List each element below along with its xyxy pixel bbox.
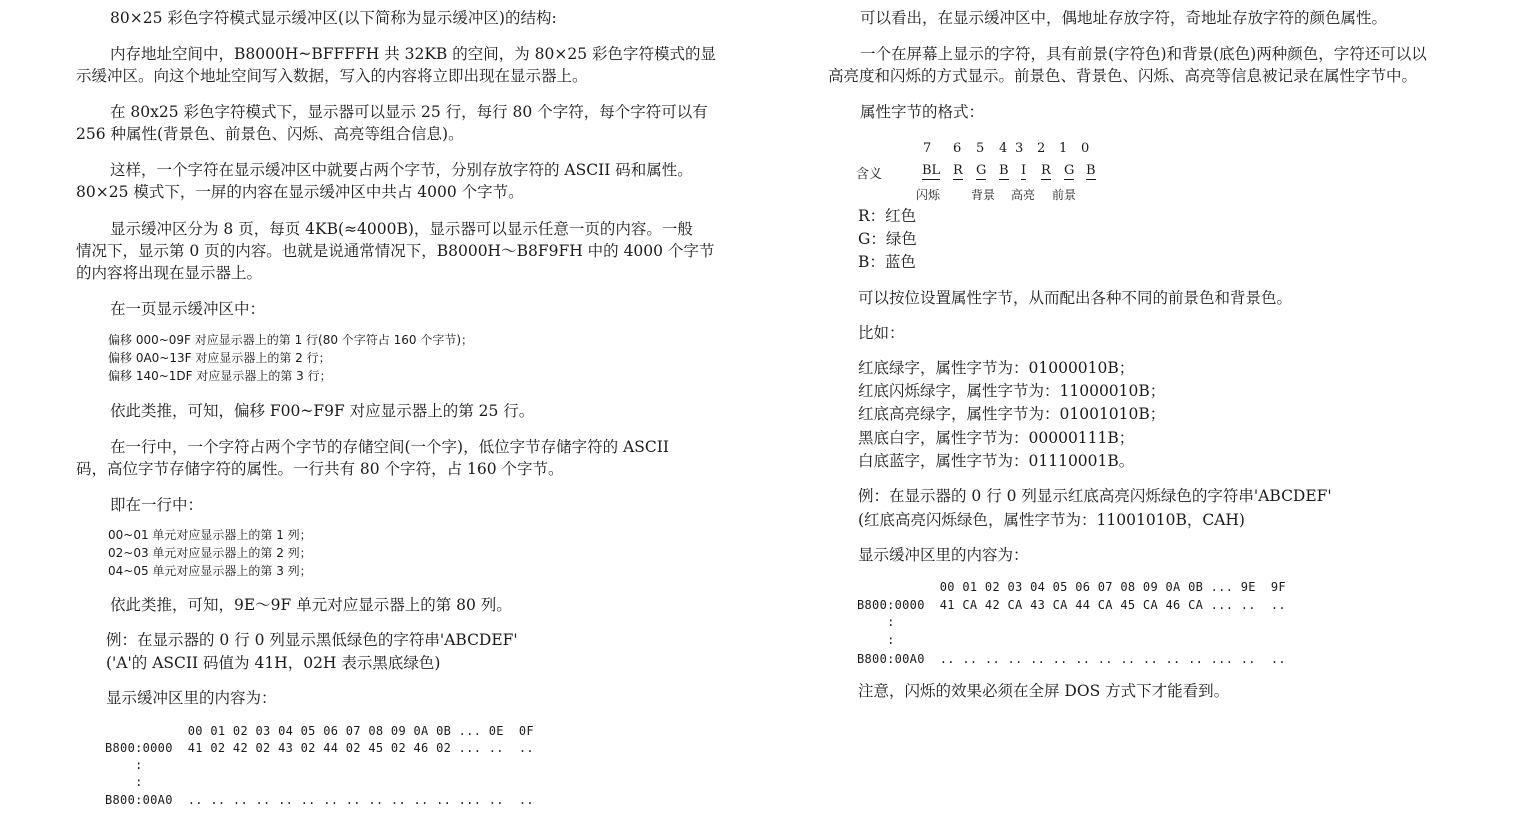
paragraph-line: 的内容将出现在显示器上。 [76,264,263,282]
color-line: B：蓝色 [858,253,916,271]
attribute-byte-diagram [828,141,1228,211]
paragraph-line: 在 80x25 彩色字符模式下，显示器可以显示 25 行，每行 80 个字符，每个字符可以有 [110,103,708,121]
example-line: 例：在显示器的 0 行 0 列显示黑低绿色的字符串'ABCDEF' [106,631,518,649]
paragraph-line: 内存地址空间中，B8000H~BFFFFH 共 32KB 的空间，为 80×25 彩色字符模式的显 [110,45,717,63]
example-line: (红底高亮闪烁绿色，属性字节为：11001010B，CAH) [858,511,1245,529]
bit-name: R [1041,163,1051,178]
example-line: 例：在显示器的 0 行 0 列显示红底高亮闪烁绿色的字符串'ABCDEF' [858,487,1332,505]
color-line: R：红色 [858,207,917,225]
paragraph-line: 显示缓冲区里的内容为： [106,689,277,707]
dump-line: 00 01 02 03 04 05 06 07 08 09 0A 0B ... 9E 9F [857,580,1286,594]
dump-line: : [105,775,143,789]
section-title: 80×25 彩色字符模式显示缓冲区(以下简称为显示缓冲区)的结构: [110,9,557,27]
paragraph-line: 依此类推，可知，9E～9F 单元对应显示器上的第 80 列。 [110,596,512,614]
bit-number: 5 [976,141,985,156]
paragraph-line: 情况下，显示第 0 页的内容。也就是说通常情况下，B8000H～B8F9FH 中的 4000 个字节 [76,242,715,260]
dump-line: 00 01 02 03 04 05 06 07 08 09 0A 0B ... 0E 0F [105,724,534,738]
bit-name: B [1086,163,1096,178]
bit-name: G [1064,163,1075,178]
color-line: G：绿色 [858,230,917,248]
bit-name: BL [922,163,941,178]
paragraph-line: 属性字节的格式： [860,103,985,121]
paragraph-line: 依此类推，可知，偏移 F00~F9F 对应显示器上的第 25 行。 [110,402,535,420]
dump-line: : [857,615,895,629]
bit-number: 2 [1037,141,1046,156]
paragraph-line: 256 种属性(背景色、前景色、闪烁、高亮等组合信息)。 [76,125,464,143]
paragraph-line: 即在一行中： [110,496,204,514]
dump-line: B800:0000 41 CA 42 CA 43 CA 44 CA 45 CA 46 CA ... .. .. [857,598,1286,612]
paragraph-line: 80×25 模式下，一屏的内容在显示缓冲区中共占 4000 个字节。 [76,183,524,201]
unit-line: 02~03 单元对应显示器上的第 2 列； [108,546,312,560]
paragraph-line: 示缓冲区。向这个地址空间写入数据，写入的内容将立即出现在显示器上。 [76,67,588,85]
group-label: 高亮 [1011,188,1036,202]
paragraph-line: 可以看出，在显示缓冲区中，偶地址存放字符，奇地址存放字符的颜色属性。 [860,9,1388,27]
unit-line: 00~01 单元对应显示器上的第 1 列； [108,528,312,542]
group-label: 闪烁 [916,188,941,202]
example-attr-line: 红底闪烁绿字，属性字节为：11000010B； [858,382,1166,400]
group-label: 背景 [971,188,996,202]
bit-number: 3 [1015,141,1024,156]
example-attr-line: 红底绿字，属性字节为：01000010B； [858,359,1135,377]
bit-name: B [999,163,1009,178]
offset-line: 偏移 140~1DF 对应显示器上的第 3 行； [108,369,332,383]
offset-line: 偏移 000~09F 对应显示器上的第 1 行(80 个字符占 160 个字节)； [108,333,474,347]
example-attr-line: 白底蓝字，属性字节为：01110001B。 [858,452,1135,470]
paragraph-line: 在一页显示缓冲区中： [110,300,266,318]
paragraph-line: 注意，闪烁的效果必须在全屏 DOS 方式下才能看到。 [858,682,1230,700]
group-label: 前景 [1052,188,1077,202]
dump-line: : [105,758,143,772]
offset-line: 偏移 0A0~13F 对应显示器上的第 2 行； [108,351,331,365]
bit-name: G [976,163,987,178]
bit-name: R [953,163,963,178]
paragraph-line: 显示缓冲区里的内容为： [858,546,1029,564]
bit-number: 7 [923,141,932,156]
paragraph-line: 一个在屏幕上显示的字符，具有前景(字符色)和背景(底色)两种颜色，字符还可以以 [860,45,1427,63]
paragraph-line: 高亮度和闪烁的方式显示。前景色、背景色、闪烁、高亮等信息被记录在属性字节中。 [828,67,1418,85]
paragraph-line: 可以按位设置属性字节，从而配出各种不同的前景色和背景色。 [858,289,1293,307]
dump-line: B800:00A0 .. .. .. .. .. .. .. .. .. .. .. .. ... .. .. [857,652,1286,666]
bit-number: 6 [953,141,962,156]
paragraph-line: 码，高位字节存储字符的属性。一行共有 80 个字符，占 160 个字节。 [76,460,564,478]
meaning-label: 含义 [856,167,883,182]
example-attr-line: 黑底白字，属性字节为：00000111B； [858,429,1135,447]
example-line: ('A'的 ASCII 码值为 41H，02H 表示黑底绿色) [106,654,441,672]
unit-line: 04~05 单元对应显示器上的第 3 列； [108,564,312,578]
dump-line: B800:00A0 .. .. .. .. .. .. .. .. .. .. .. .. ... .. .. [105,793,534,807]
dump-line: B800:0000 41 02 42 02 43 02 44 02 45 02 46 02 ... .. .. [105,741,534,755]
paragraph-line: 比如： [858,324,905,342]
paragraph-line: 显示缓冲区分为 8 页，每页 4KB(≈4000B)，显示器可以显示任意一页的内容。一般 [110,220,693,238]
bit-number: 4 [999,141,1008,156]
paragraph-line: 在一行中，一个字符占两个字节的存储空间(一个字)，低位字节存储字符的 ASCII [110,438,669,456]
example-attr-line: 红底高亮绿字，属性字节为：01001010B； [858,405,1166,423]
bit-number: 1 [1059,141,1068,156]
bit-name: I [1021,163,1027,178]
bit-number: 0 [1081,141,1090,156]
dump-line: : [857,633,895,647]
paragraph-line: 这样，一个字符在显示缓冲区中就要占两个字节，分别存放字符的 ASCII 码和属性。 [110,161,693,179]
